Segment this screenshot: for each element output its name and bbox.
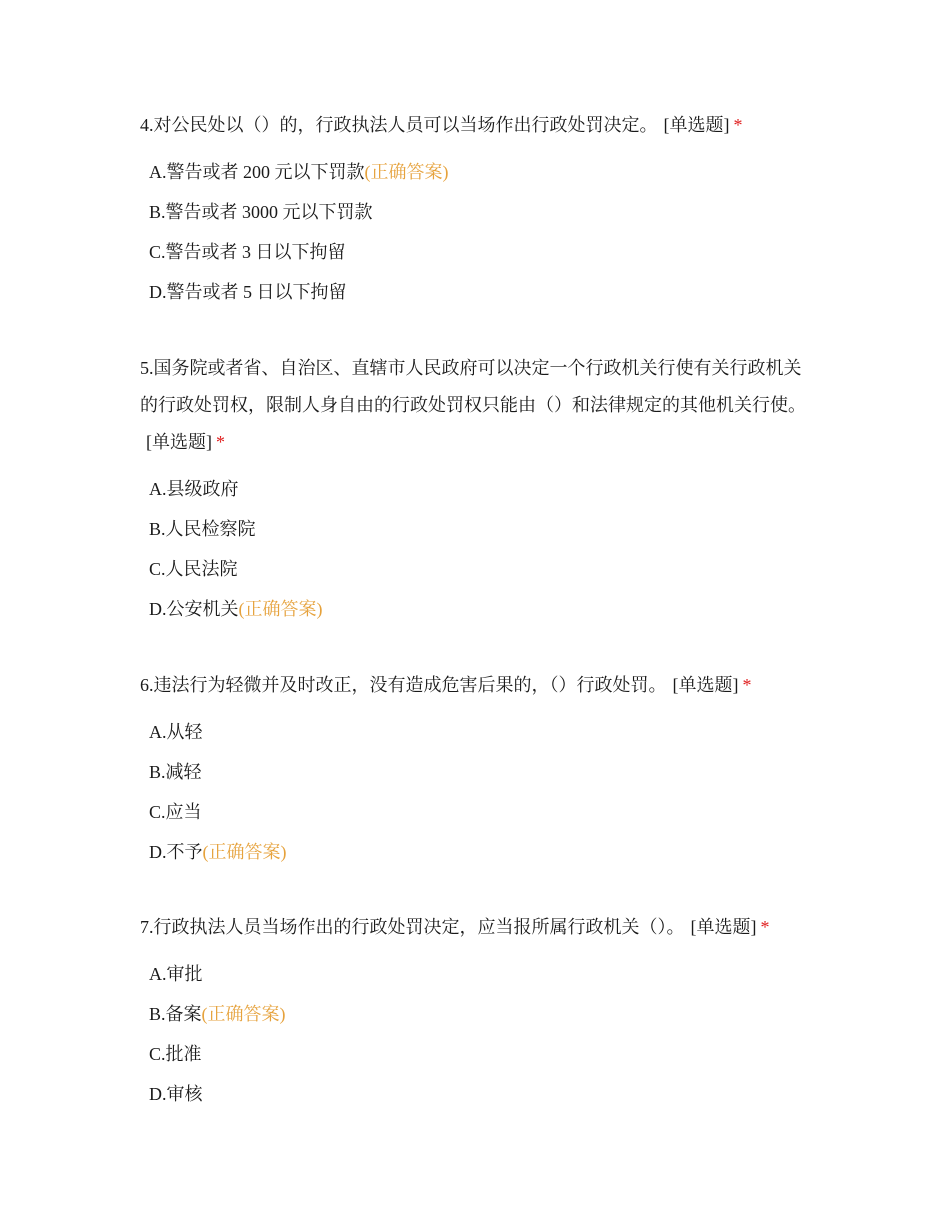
option-a[interactable]: [149, 469, 815, 509]
option-a[interactable]: [149, 712, 815, 752]
option-text: A.县级政府: [149, 479, 239, 499]
option-c[interactable]: [149, 549, 815, 589]
option-c[interactable]: [149, 792, 815, 832]
option-text: D.审核: [149, 1084, 203, 1104]
question-type-label: [单选题]: [146, 432, 212, 452]
correct-answer-label: (正确答案): [202, 842, 287, 862]
option-text: A.审批: [149, 964, 203, 984]
option-text: B.警告或者 3000 元以下罚款: [149, 202, 373, 222]
option-text: A.警告或者 200 元以下罚款: [149, 162, 365, 182]
option-text: C.批准: [149, 1044, 202, 1064]
required-mark: *: [760, 917, 770, 937]
correct-answer-label: (正确答案): [201, 1004, 286, 1024]
option-d[interactable]: [149, 272, 815, 312]
option-text: D.不予: [149, 842, 203, 862]
correct-answer-label: (正确答案): [364, 162, 449, 182]
question-4: [140, 107, 815, 312]
question-5: [140, 350, 815, 629]
option-list: [149, 469, 815, 629]
option-a[interactable]: [149, 954, 815, 994]
question-text: 7.行政执法人员当场作出的行政处罚决定，应当报所属行政机关（）。: [140, 917, 685, 937]
question-type-label: [单选题]: [672, 675, 739, 695]
option-b[interactable]: [149, 994, 815, 1034]
option-text: B.人民检察院: [149, 519, 256, 539]
option-a[interactable]: [149, 152, 815, 192]
option-b[interactable]: [149, 752, 815, 792]
question-text: 5.国务院或者省、自治区、直辖市人民政府可以决定一个行政机关行使有关行政机关的行政处罚权，限制人身自由的行政处罚权只能由（）和法律规定的其他机关行使。: [140, 358, 806, 415]
option-d[interactable]: [149, 832, 815, 872]
question-title: [140, 909, 815, 946]
option-b[interactable]: [149, 192, 815, 232]
required-mark: *: [733, 115, 743, 135]
option-text: D.公安机关: [149, 599, 239, 619]
question-7: [140, 909, 815, 1114]
required-mark: *: [742, 675, 752, 695]
correct-answer-label: (正确答案): [238, 599, 323, 619]
option-list: [149, 712, 815, 872]
question-6: [140, 667, 815, 872]
question-title: [140, 667, 815, 704]
question-type-label: [单选题]: [690, 917, 757, 937]
question-text: 4.对公民处以（）的，行政执法人员可以当场作出行政处罚决定。: [140, 115, 658, 135]
question-type-label: [单选题]: [663, 115, 730, 135]
option-b[interactable]: [149, 509, 815, 549]
option-list: [149, 152, 815, 312]
question-title: [140, 107, 815, 144]
option-text: C.警告或者 3 日以下拘留: [149, 242, 346, 262]
option-text: D.警告或者 5 日以下拘留: [149, 282, 347, 302]
question-text: 6.违法行为轻微并及时改正，没有造成危害后果的，（）行政处罚。: [140, 675, 667, 695]
option-text: C.人民法院: [149, 559, 238, 579]
required-mark: *: [216, 432, 225, 452]
question-title: [140, 350, 815, 461]
option-d[interactable]: [149, 589, 815, 629]
option-text: A.从轻: [149, 722, 203, 742]
option-text: B.备案: [149, 1004, 202, 1024]
option-c[interactable]: [149, 1034, 815, 1074]
option-text: C.应当: [149, 802, 202, 822]
option-d[interactable]: [149, 1074, 815, 1114]
option-list: [149, 954, 815, 1114]
option-c[interactable]: [149, 232, 815, 272]
option-text: B.减轻: [149, 762, 202, 782]
